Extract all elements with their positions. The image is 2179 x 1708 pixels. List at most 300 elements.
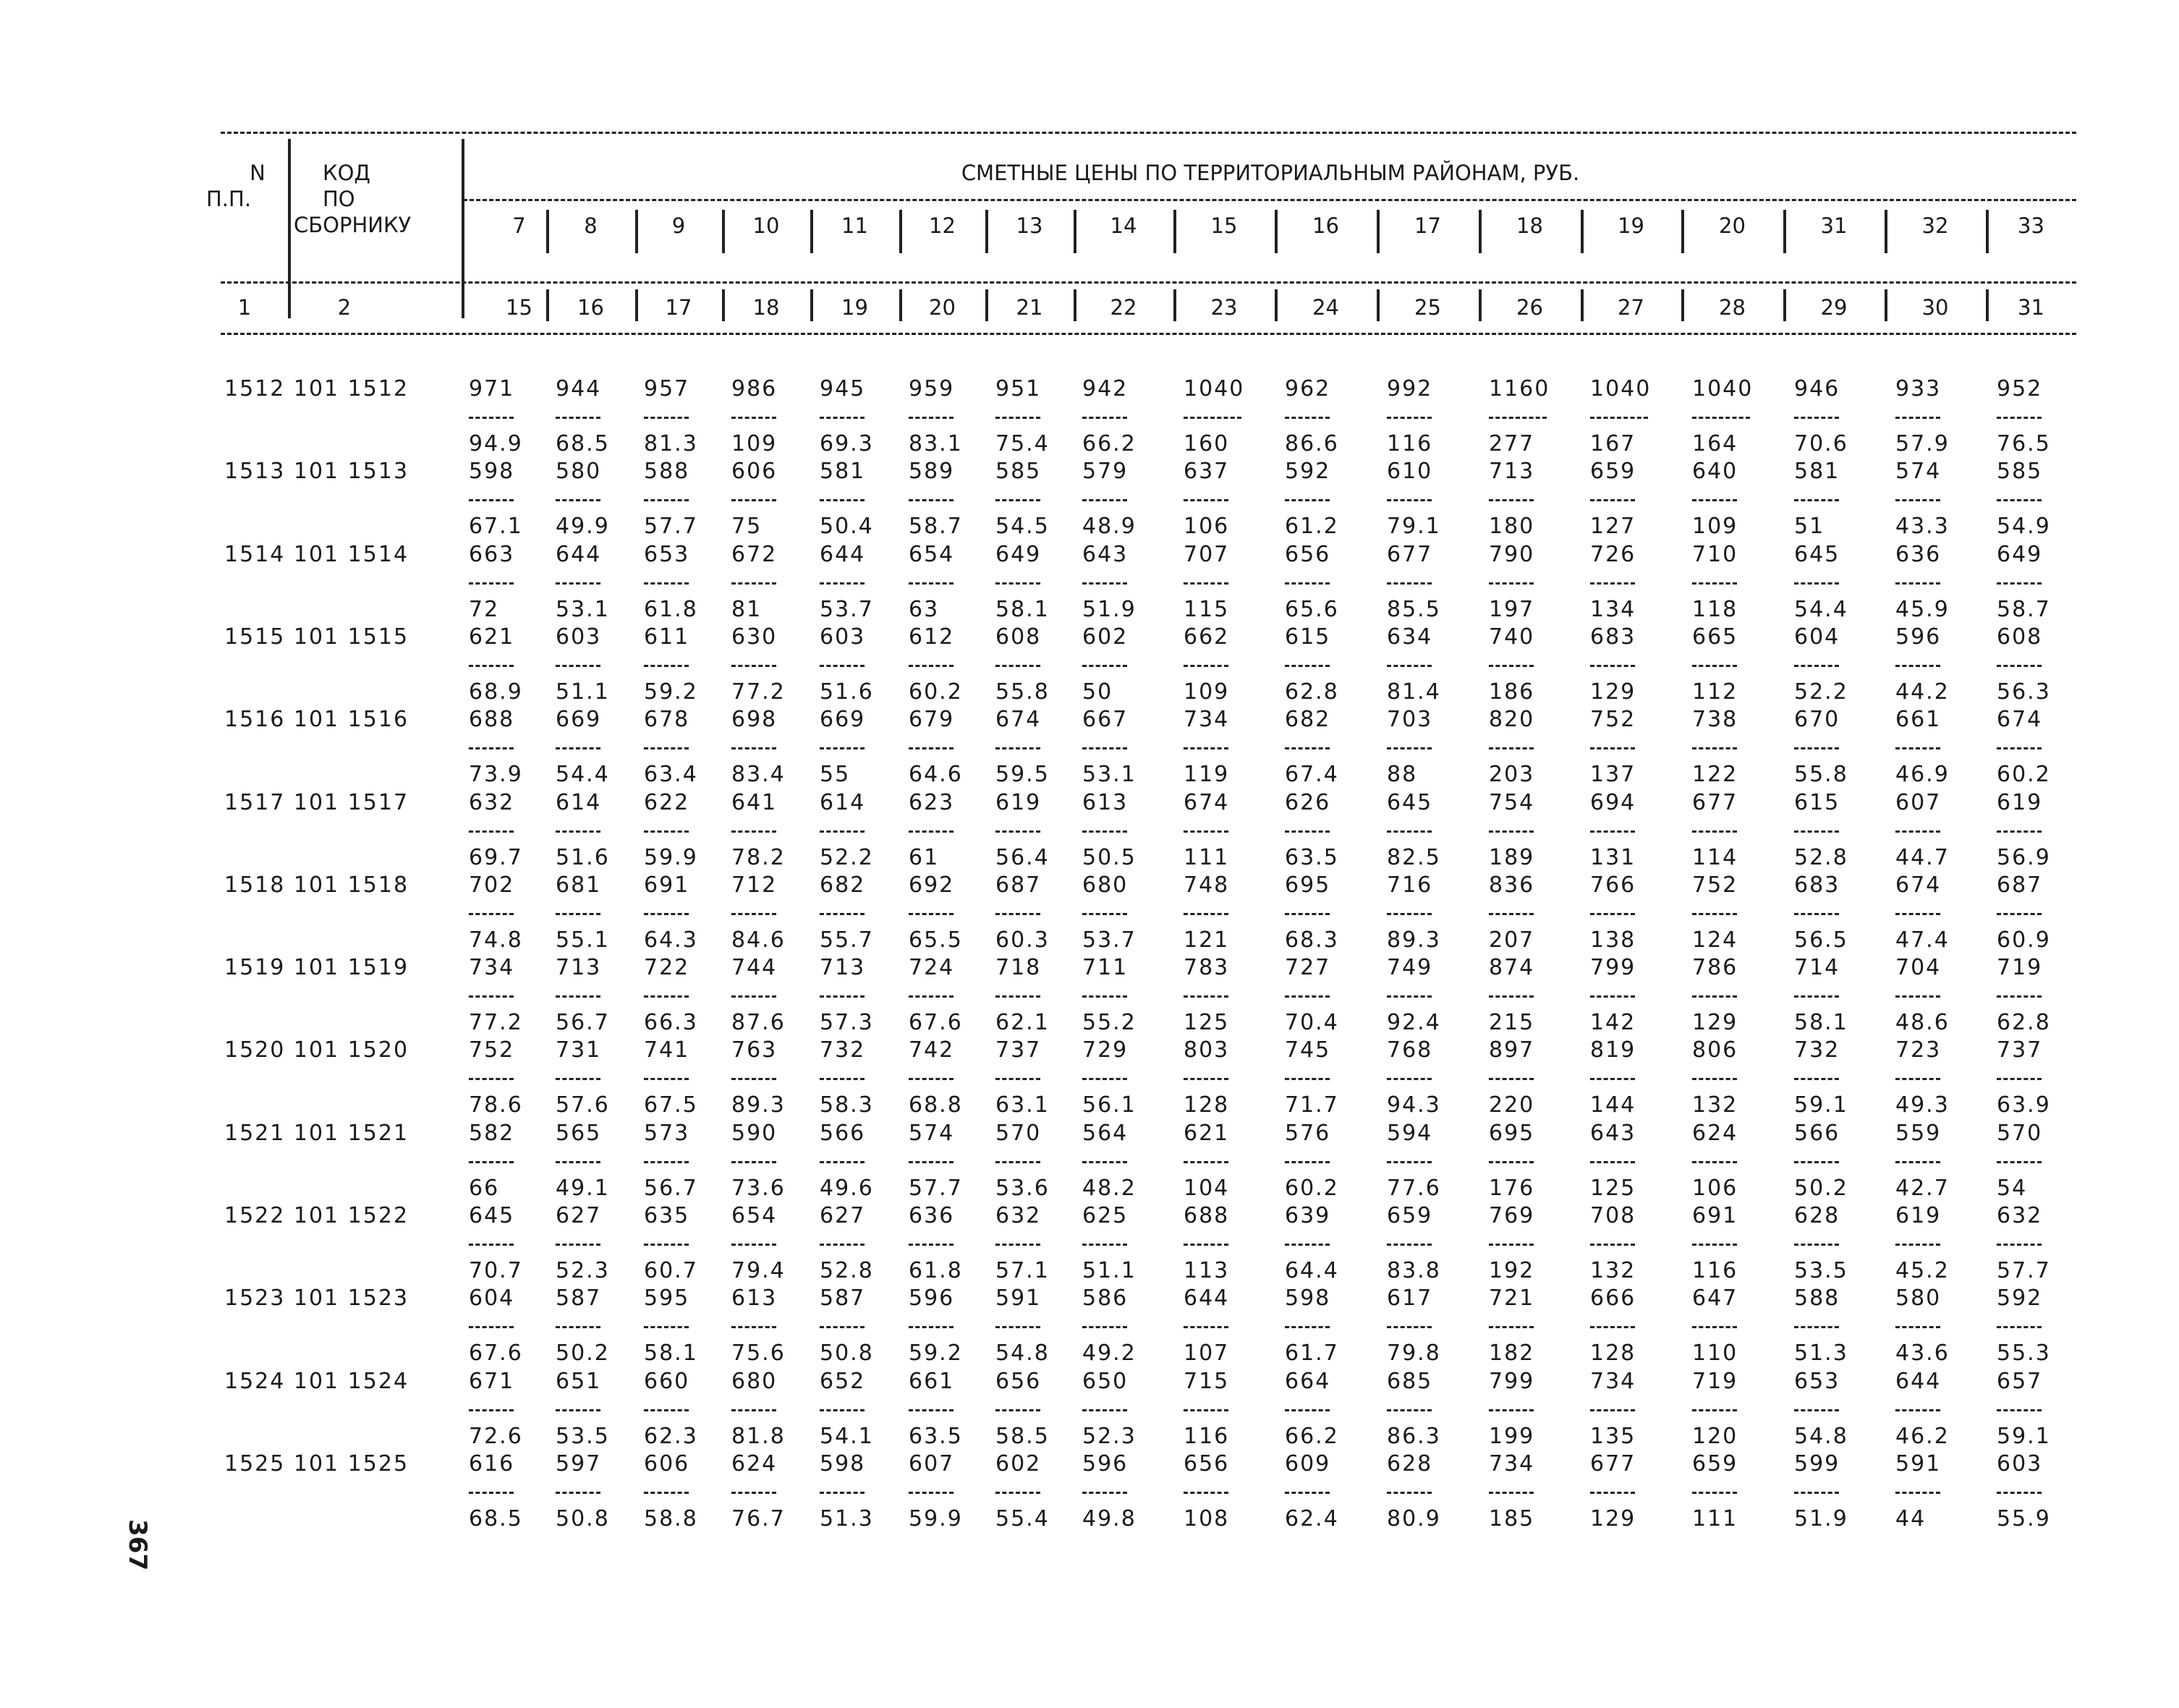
price-bottom-value: 277: [1489, 431, 1535, 456]
price-top-value: 596: [1082, 1450, 1129, 1477]
fraction-bar: [1997, 417, 2042, 419]
fraction-bar: [1997, 747, 2042, 749]
price-bottom-value: 54.1: [820, 1423, 874, 1449]
fraction-bar: [1184, 747, 1228, 749]
fraction-bar: [1895, 995, 1940, 998]
header-district-20: 20: [1719, 213, 1746, 238]
price-bottom-value: 56.7: [556, 1010, 610, 1036]
price-bottom-value: 119: [1184, 762, 1230, 788]
fraction-bar: [1387, 499, 1432, 501]
price-bottom-value: 55.8: [995, 679, 1050, 705]
header-index-col-9: 24: [1312, 295, 1339, 320]
price-bottom-value: 144: [1590, 1092, 1636, 1118]
price-top-value: 622: [644, 789, 690, 815]
price-top-value: 769: [1489, 1203, 1535, 1228]
header-district-17: 17: [1414, 213, 1441, 238]
header-district-15: 15: [1210, 213, 1238, 238]
price-top-value: 719: [1997, 955, 2043, 981]
price-top-value: 727: [1285, 955, 1331, 981]
header-index-col-11: 26: [1516, 295, 1543, 320]
price-top-value: 566: [820, 1120, 866, 1146]
price-top-value: 666: [1590, 1286, 1636, 1312]
price-bottom-value: 160: [1184, 431, 1230, 456]
price-top-value: 737: [995, 1037, 1042, 1063]
price-top-value: 677: [1692, 789, 1738, 815]
header-district-33: 33: [2018, 213, 2044, 238]
fraction-bar: [1387, 1244, 1432, 1246]
price-bottom-value: 42.7: [1895, 1175, 1950, 1201]
price-bottom-value: 186: [1489, 679, 1535, 705]
price-top-value: 897: [1489, 1037, 1535, 1063]
price-bottom-value: 116: [1184, 1423, 1230, 1449]
fraction-bar: [556, 1161, 600, 1163]
fraction-bar: [469, 1161, 514, 1163]
fraction-bar: [1285, 1078, 1330, 1080]
price-top-value: 619: [1895, 1203, 1942, 1228]
price-bottom-value: 132: [1590, 1258, 1636, 1283]
fraction-bar: [1082, 417, 1127, 419]
fraction-bar: [1895, 913, 1940, 915]
price-top-value: 732: [820, 1037, 866, 1063]
price-bottom-value: 220: [1489, 1092, 1535, 1118]
price-top-value: 628: [1387, 1450, 1433, 1477]
fraction-bar: [556, 582, 600, 585]
fraction-bar: [909, 1161, 953, 1163]
price-top-value: 607: [909, 1450, 955, 1477]
price-top-value: 806: [1692, 1037, 1738, 1063]
fraction-bar: [1489, 1244, 1534, 1246]
price-top-value: 683: [1590, 624, 1636, 650]
price-bottom-value: 57.6: [556, 1092, 610, 1118]
price-top-value: 586: [1082, 1286, 1129, 1312]
fraction-bar: [1794, 995, 1839, 998]
fraction-bar: [995, 995, 1040, 998]
price-top-value: 626: [1285, 789, 1331, 815]
fraction-bar: [1184, 995, 1228, 998]
header-index-divider: [1173, 289, 1176, 321]
fraction-bar: [1794, 1492, 1839, 1494]
price-bottom-value: 59.1: [1794, 1092, 1848, 1118]
header-pp: П.П.: [206, 187, 252, 211]
fraction-bar: [556, 1492, 600, 1494]
price-top-value: 678: [644, 707, 690, 733]
price-top-value: 639: [1285, 1203, 1331, 1228]
price-top-value: 669: [820, 707, 866, 733]
price-top-value: 559: [1895, 1120, 1942, 1146]
fraction-bar: [1082, 747, 1127, 749]
fraction-bar: [731, 1326, 776, 1328]
price-top-value: 683: [1794, 872, 1840, 898]
header-index-col-16: 31: [2018, 295, 2044, 320]
price-bottom-value: 142: [1590, 1010, 1636, 1036]
price-top-value: 688: [469, 707, 515, 733]
price-top-value: 752: [469, 1037, 515, 1063]
price-bottom-value: 199: [1489, 1423, 1535, 1449]
price-top-value: 790: [1489, 541, 1535, 567]
fraction-bar: [995, 582, 1040, 585]
price-bottom-value: 94.3: [1387, 1092, 1441, 1118]
fraction-bar: [1285, 1161, 1330, 1163]
divider-n-code: [288, 139, 291, 318]
price-bottom-value: 78.6: [469, 1092, 523, 1118]
price-top-value: 695: [1285, 872, 1331, 898]
fraction-bar: [820, 499, 865, 501]
fraction-bar: [820, 1244, 865, 1246]
price-top-value: 732: [1794, 1037, 1840, 1063]
price-bottom-value: 48.6: [1895, 1010, 1950, 1036]
fraction-bar: [469, 1492, 514, 1494]
price-bottom-value: 58.1: [644, 1341, 698, 1367]
fraction-bar: [1895, 747, 1940, 749]
row-code-label: 1523 101 1523: [224, 1286, 409, 1312]
price-bottom-value: 54.4: [1794, 596, 1848, 622]
price-top-value: 799: [1590, 955, 1636, 981]
fraction-bar: [556, 830, 600, 833]
price-top-value: 636: [1895, 541, 1942, 567]
fraction-bar: [556, 995, 600, 998]
price-top-value: 986: [731, 376, 778, 401]
price-top-value: 644: [556, 541, 602, 567]
price-top-value: 602: [1082, 624, 1129, 650]
header-index-col-1: 16: [577, 295, 604, 320]
price-bottom-value: 67.6: [909, 1010, 963, 1036]
price-top-value: 680: [731, 1368, 778, 1394]
header-column-divider: [1173, 210, 1176, 253]
price-bottom-value: 45.9: [1895, 596, 1950, 622]
price-bottom-value: 57.7: [1997, 1258, 2051, 1283]
price-top-value: 621: [469, 624, 515, 650]
price-bottom-value: 63.4: [644, 762, 698, 788]
price-bottom-value: 70.4: [1285, 1010, 1339, 1036]
price-bottom-value: 167: [1590, 431, 1636, 456]
fraction-bar: [1692, 913, 1737, 915]
price-top-value: 643: [1082, 541, 1129, 567]
header-index-divider: [546, 289, 549, 321]
header-column-divider: [1783, 210, 1786, 253]
price-bottom-value: 58.8: [644, 1505, 698, 1531]
fraction-bar: [909, 1326, 953, 1328]
price-bottom-value: 56.1: [1082, 1092, 1137, 1118]
fraction-bar: [1692, 1078, 1737, 1080]
price-top-value: 713: [1489, 459, 1535, 485]
price-top-value: 721: [1489, 1286, 1535, 1312]
fraction-bar: [1794, 1161, 1839, 1163]
price-top-value: 580: [556, 459, 602, 485]
price-top-value: 752: [1590, 707, 1636, 733]
header-index-col-6: 21: [1016, 295, 1043, 320]
price-bottom-value: 138: [1590, 927, 1636, 953]
header-column-divider: [1885, 210, 1887, 253]
price-top-value: 992: [1387, 376, 1433, 401]
price-bottom-value: 49.9: [556, 514, 610, 540]
price-top-value: 724: [909, 955, 955, 981]
fraction-bar: [1692, 1492, 1737, 1494]
fraction-bar: [1590, 995, 1635, 998]
fraction-bar: [820, 417, 865, 419]
price-bottom-value: 113: [1184, 1258, 1230, 1283]
header-column-divider: [635, 210, 638, 253]
price-top-value: 637: [1184, 459, 1230, 485]
price-top-value: 744: [731, 955, 778, 981]
fraction-bar: [556, 1078, 600, 1080]
price-bottom-value: 61.7: [1285, 1341, 1339, 1367]
price-bottom-value: 54.4: [556, 762, 610, 788]
header-district-10: 10: [752, 213, 780, 238]
price-top-value: 657: [1997, 1368, 2043, 1394]
row-code-label: 1521 101 1521: [224, 1120, 409, 1146]
price-top-value: 691: [1692, 1203, 1738, 1228]
price-top-value: 656: [1285, 541, 1331, 567]
row-code-label: 1516 101 1516: [224, 707, 409, 733]
price-top-value: 645: [1387, 789, 1433, 815]
header-index-col-2: 17: [665, 295, 692, 320]
header-index-divider: [722, 289, 725, 321]
price-bottom-value: 54.9: [1997, 514, 2051, 540]
fraction-bar: [1590, 1161, 1635, 1163]
price-top-value: 636: [909, 1203, 955, 1228]
fraction-bar: [1184, 1078, 1228, 1080]
fraction-bar: [1895, 1078, 1940, 1080]
price-bottom-value: 44: [1895, 1505, 1927, 1531]
fraction-bar: [1794, 417, 1839, 419]
header-index-divider: [1074, 289, 1076, 321]
price-bottom-value: 72.6: [469, 1423, 523, 1449]
price-top-value: 609: [1285, 1450, 1331, 1477]
price-top-value: 615: [1794, 789, 1840, 815]
fraction-bar: [1489, 995, 1534, 998]
price-bottom-value: 49.2: [1082, 1341, 1137, 1367]
fraction-bar: [1489, 913, 1534, 915]
price-top-value: 595: [644, 1286, 690, 1312]
fraction-bar: [644, 830, 689, 833]
row-code-label: 1520 101 1520: [224, 1037, 409, 1063]
price-top-value: 659: [1387, 1203, 1433, 1228]
price-bottom-value: 132: [1692, 1092, 1738, 1118]
header-district-19: 19: [1618, 213, 1644, 238]
fraction-bar: [1895, 830, 1940, 833]
fraction-bar: [731, 830, 776, 833]
price-top-value: 614: [820, 789, 866, 815]
fraction-bar: [909, 1244, 953, 1246]
price-bottom-value: 122: [1692, 762, 1738, 788]
price-bottom-value: 58.5: [995, 1423, 1050, 1449]
price-top-value: 715: [1184, 1368, 1230, 1394]
price-bottom-value: 47.4: [1895, 927, 1950, 953]
price-top-value: 608: [1997, 624, 2043, 650]
price-top-value: 677: [1387, 541, 1433, 567]
price-top-value: 574: [1895, 459, 1942, 485]
price-bottom-value: 81.4: [1387, 679, 1441, 705]
price-top-value: 669: [556, 707, 602, 733]
price-bottom-value: 125: [1184, 1010, 1230, 1036]
fraction-bar: [1184, 830, 1228, 833]
fraction-bar: [909, 995, 953, 998]
fraction-bar: [731, 499, 776, 501]
price-bottom-value: 62.8: [1285, 679, 1339, 705]
header-index-col-8: 23: [1210, 295, 1238, 320]
price-bottom-value: 57.7: [644, 514, 698, 540]
price-top-value: 641: [731, 789, 778, 815]
price-top-value: 740: [1489, 624, 1535, 650]
fraction-bar: [1794, 1326, 1839, 1328]
fraction-bar: [644, 747, 689, 749]
price-bottom-value: 59.1: [1997, 1423, 2051, 1449]
price-bottom-value: 164: [1692, 431, 1738, 456]
fraction-bar: [1895, 665, 1940, 667]
price-top-value: 632: [469, 789, 515, 815]
price-top-value: 585: [1997, 459, 2043, 485]
fraction-bar: [909, 417, 953, 419]
price-bottom-value: 61: [909, 844, 940, 870]
price-top-value: 613: [1082, 789, 1129, 815]
fraction-bar: [1082, 582, 1127, 585]
price-top-value: 647: [1692, 1286, 1738, 1312]
price-bottom-value: 129: [1590, 679, 1636, 705]
fraction-bar: [1895, 582, 1940, 585]
price-top-value: 628: [1794, 1203, 1840, 1228]
price-bottom-value: 106: [1184, 514, 1230, 540]
price-top-value: 591: [995, 1286, 1042, 1312]
price-top-value: 597: [556, 1450, 602, 1477]
row-code-label: 1513 101 1513: [224, 459, 409, 485]
fraction-bar: [644, 665, 689, 667]
header-index-col-13: 28: [1719, 295, 1746, 320]
header-column-divider: [1986, 210, 1989, 253]
fraction-bar: [1082, 913, 1127, 915]
price-bottom-value: 61.8: [644, 596, 698, 622]
price-bottom-value: 49.6: [820, 1175, 874, 1201]
price-bottom-value: 88: [1387, 762, 1418, 788]
price-bottom-value: 52.3: [556, 1258, 610, 1283]
price-top-value: 615: [1285, 624, 1331, 650]
price-top-value: 942: [1082, 376, 1129, 401]
fraction-bar: [1692, 830, 1737, 833]
header-index-col-14: 29: [1820, 295, 1848, 320]
price-bottom-value: 109: [731, 431, 778, 456]
fraction-bar: [731, 1409, 776, 1411]
price-top-value: 671: [469, 1368, 515, 1394]
price-bottom-value: 59.2: [644, 679, 698, 705]
price-bottom-value: 53.1: [1082, 762, 1137, 788]
price-top-value: 737: [1997, 1037, 2043, 1063]
price-bottom-value: 52.8: [1794, 844, 1848, 870]
fraction-bar: [1590, 1326, 1635, 1328]
price-bottom-value: 64.4: [1285, 1258, 1339, 1283]
price-top-value: 708: [1590, 1203, 1636, 1228]
price-bottom-value: 54.5: [995, 514, 1050, 540]
fraction-bar: [1997, 499, 2042, 501]
price-bottom-value: 58.1: [1794, 1010, 1848, 1036]
fraction-bar: [1997, 1492, 2042, 1494]
price-bottom-value: 58.3: [820, 1092, 874, 1118]
fraction-bar: [469, 995, 514, 998]
price-bottom-value: 56.7: [644, 1175, 698, 1201]
header-district-13: 13: [1016, 213, 1043, 238]
price-bottom-value: 56.9: [1997, 844, 2051, 870]
price-bottom-value: 203: [1489, 762, 1535, 788]
fraction-bar: [644, 1326, 689, 1328]
price-top-value: 587: [820, 1286, 866, 1312]
price-top-value: 644: [820, 541, 866, 567]
fraction-bar: [1285, 582, 1330, 585]
price-bottom-value: 56.4: [995, 844, 1050, 870]
price-bottom-value: 79.1: [1387, 514, 1441, 540]
price-top-value: 576: [1285, 1120, 1331, 1146]
price-top-value: 754: [1489, 789, 1535, 815]
price-top-value: 682: [820, 872, 866, 898]
price-top-value: 731: [556, 1037, 602, 1063]
price-top-value: 661: [1895, 707, 1942, 733]
fraction-bar: [820, 1161, 865, 1163]
header-index-col-0: 15: [506, 295, 532, 320]
fraction-bar: [1184, 1326, 1228, 1328]
price-top-value: 608: [995, 624, 1042, 650]
fraction-bar: [556, 1326, 600, 1328]
header-index-col-12: 27: [1618, 295, 1644, 320]
price-bottom-value: 110: [1692, 1341, 1738, 1367]
price-bottom-value: 112: [1692, 679, 1738, 705]
price-top-value: 726: [1590, 541, 1636, 567]
price-bottom-value: 44.2: [1895, 679, 1950, 705]
price-top-value: 644: [1895, 1368, 1942, 1394]
price-top-value: 640: [1692, 459, 1738, 485]
fraction-bar: [1590, 417, 1648, 419]
price-top-value: 634: [1387, 624, 1433, 650]
price-top-value: 632: [1997, 1203, 2043, 1228]
fraction-bar: [909, 582, 953, 585]
price-top-value: 783: [1184, 955, 1230, 981]
price-top-value: 591: [1895, 1450, 1942, 1477]
price-bottom-value: 66: [469, 1175, 500, 1201]
fraction-bar: [1082, 1078, 1127, 1080]
header-column-divider: [1377, 210, 1380, 253]
fraction-bar: [556, 913, 600, 915]
price-bottom-value: 53.5: [1794, 1258, 1848, 1283]
price-bottom-value: 81: [731, 596, 763, 622]
price-top-value: 566: [1794, 1120, 1840, 1146]
price-top-value: 649: [995, 541, 1042, 567]
fraction-bar: [1387, 913, 1432, 915]
price-bottom-value: 81.3: [644, 431, 698, 456]
price-bottom-value: 176: [1489, 1175, 1535, 1201]
fraction-bar: [1387, 1492, 1432, 1494]
price-bottom-value: 75.6: [731, 1341, 786, 1367]
price-top-value: 734: [1184, 707, 1230, 733]
price-bottom-value: 48.2: [1082, 1175, 1137, 1201]
price-bottom-value: 52.8: [820, 1258, 874, 1283]
price-bottom-value: 53.5: [556, 1423, 610, 1449]
price-top-value: 656: [995, 1368, 1042, 1394]
price-top-value: 612: [909, 624, 955, 650]
price-bottom-value: 50.8: [820, 1341, 874, 1367]
price-top-value: 604: [469, 1286, 515, 1312]
price-bottom-value: 50.2: [1794, 1175, 1848, 1201]
price-top-value: 627: [820, 1203, 866, 1228]
price-bottom-value: 49.3: [1895, 1092, 1950, 1118]
fraction-bar: [1692, 499, 1737, 501]
price-top-value: 820: [1489, 707, 1535, 733]
price-bottom-value: 51.6: [820, 679, 874, 705]
fraction-bar: [820, 995, 865, 998]
row-code-label: 1514 101 1514: [224, 541, 409, 567]
price-top-value: 874: [1489, 955, 1535, 981]
price-bottom-value: 46.2: [1895, 1423, 1950, 1449]
price-bottom-value: 67.1: [469, 514, 523, 540]
price-top-value: 692: [909, 872, 955, 898]
price-bottom-value: 51.9: [1794, 1505, 1848, 1531]
price-bottom-value: 116: [1692, 1258, 1738, 1283]
fraction-bar: [1692, 747, 1737, 749]
